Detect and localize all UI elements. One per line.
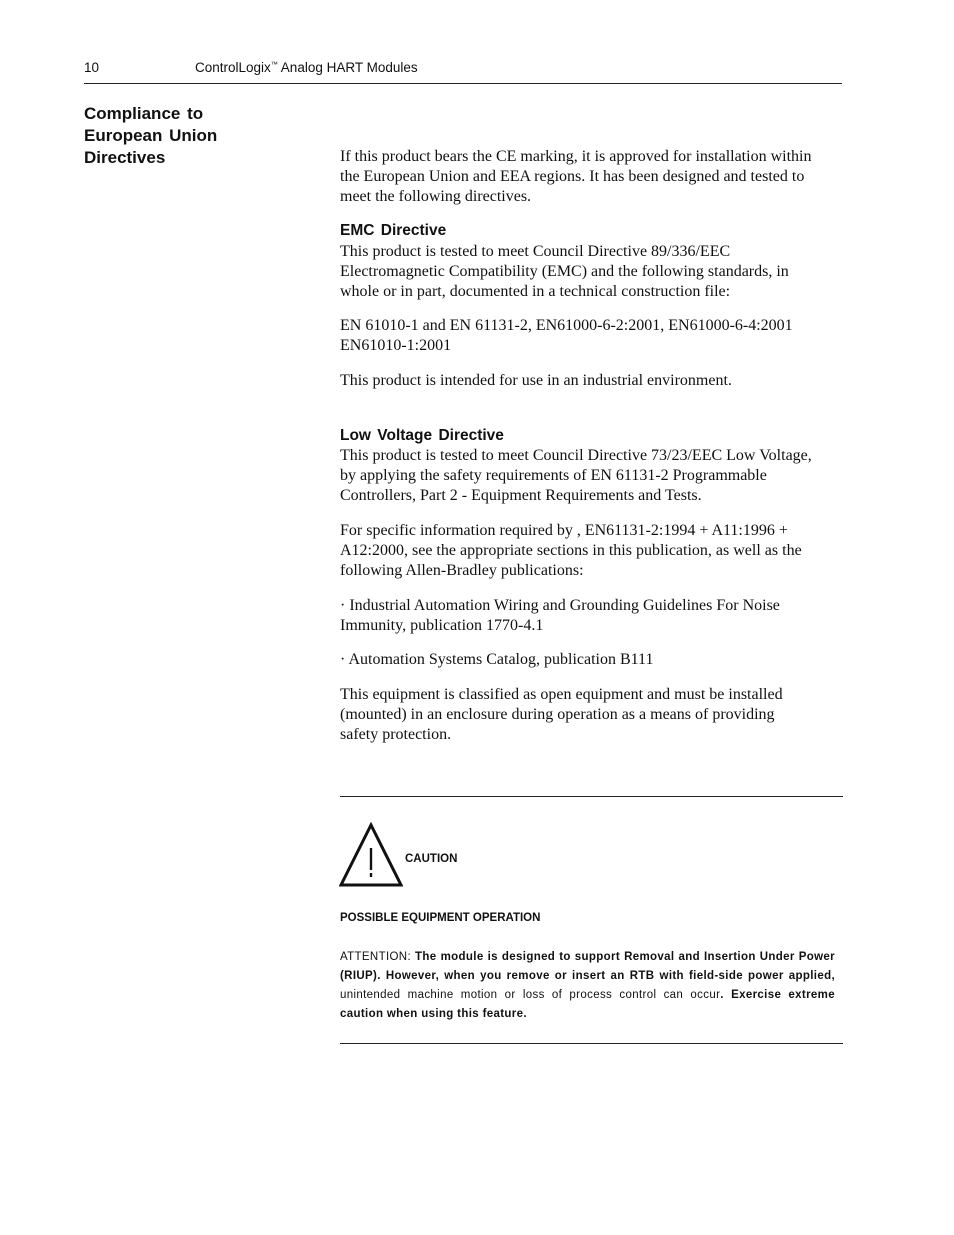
section-heading — [84, 103, 284, 169]
attention-prefix: ATTENTION: — [340, 951, 416, 963]
text-line: · Automation Systems Catalog, publication B111 — [340, 651, 654, 668]
intro-paragraph — [340, 147, 844, 207]
emc-paragraph — [340, 242, 844, 302]
warning-triangle-icon — [339, 822, 403, 888]
caution-title: POSSIBLE EQUIPMENT OPERATION — [340, 912, 541, 924]
text-line: This product is tested to meet Council Directive 73/23/EEC Low Voltage, — [340, 447, 812, 464]
caution-top-rule — [340, 796, 843, 797]
lvd-heading: Low Voltage Directive — [340, 427, 504, 444]
caution-label: CAUTION — [405, 853, 458, 865]
text-line: the European Union and EEA regions. It has been designed and tested to — [340, 168, 805, 185]
text-line: A12:2000, see the appropriate sections in this publication, as well as the — [340, 542, 802, 559]
lvd-specific-info — [340, 521, 844, 581]
text-line: Controllers, Part 2 - Equipment Requirements and Tests. — [340, 487, 702, 504]
text-line: meet the following directives. — [340, 188, 532, 205]
publication-bullet-2 — [340, 650, 844, 670]
section-heading-line: Compliance to — [84, 104, 204, 123]
page-header — [84, 60, 842, 82]
emc-standards — [340, 316, 844, 356]
text-line: For specific information required by , EN61131-2:1994 + A11:1996 + — [340, 522, 788, 539]
section-heading-line: Directives — [84, 148, 166, 167]
running-title-rest: Analog HART Modules — [277, 60, 418, 75]
page-number: 10 — [84, 60, 100, 75]
caution-bottom-rule — [340, 1043, 843, 1044]
publication-bullet-1 — [340, 596, 844, 636]
running-title — [195, 60, 418, 75]
text-line: whole or in part, documented in a technical construction file: — [340, 283, 731, 300]
text-line: by applying the safety requirements of EN 61131-2 Programmable — [340, 467, 767, 484]
text-line: If this product bears the CE marking, it is approved for installation within — [340, 148, 812, 165]
emc-heading-block — [340, 221, 844, 241]
text-line: safety protection. — [340, 726, 452, 743]
running-title-main: ControlLogix — [195, 60, 271, 75]
open-equipment-paragraph — [340, 685, 844, 745]
attention-bold-2: . Exercise extreme caution when using this feature. — [340, 989, 835, 1020]
text-line: Immunity, publication 1770-4.1 — [340, 617, 544, 634]
lvd-heading-block — [340, 426, 844, 446]
lvd-paragraph — [340, 446, 844, 506]
text-line: This product is intended for use in an industrial environment. — [340, 372, 732, 389]
header-rule — [84, 83, 842, 84]
emc-environment — [340, 371, 844, 391]
emc-heading: EMC Directive — [340, 222, 447, 239]
attention-text — [340, 948, 835, 1024]
text-line: This product is tested to meet Council Directive 89/336/EEC — [340, 243, 731, 260]
text-line: This equipment is classified as open equipment and must be installed — [340, 686, 783, 703]
attention-normal: unintended machine motion or loss of process control can occur — [340, 989, 721, 1001]
text-line: · Industrial Automation Wiring and Grounding Guidelines For Noise — [340, 597, 780, 614]
section-heading-line: European Union — [84, 126, 218, 145]
text-line: (mounted) in an enclosure during operation as a means of providing — [340, 706, 775, 723]
trademark-mark: ™ — [270, 61, 278, 69]
attention-bold-1: The module is designed to support Removal and Insertion Under Power (RIUP). However, when you remove or insert an RTB with field-side power applied, — [340, 951, 836, 982]
text-line: EN61010-1:2001 — [340, 337, 452, 354]
text-line: Electromagnetic Compatibility (EMC) and the following standards, in — [340, 263, 789, 280]
text-line: EN 61010-1 and EN 61131-2, EN61000-6-2:2001, EN61000-6-4:2001 — [340, 317, 793, 334]
text-line: following Allen-Bradley publications: — [340, 562, 584, 579]
